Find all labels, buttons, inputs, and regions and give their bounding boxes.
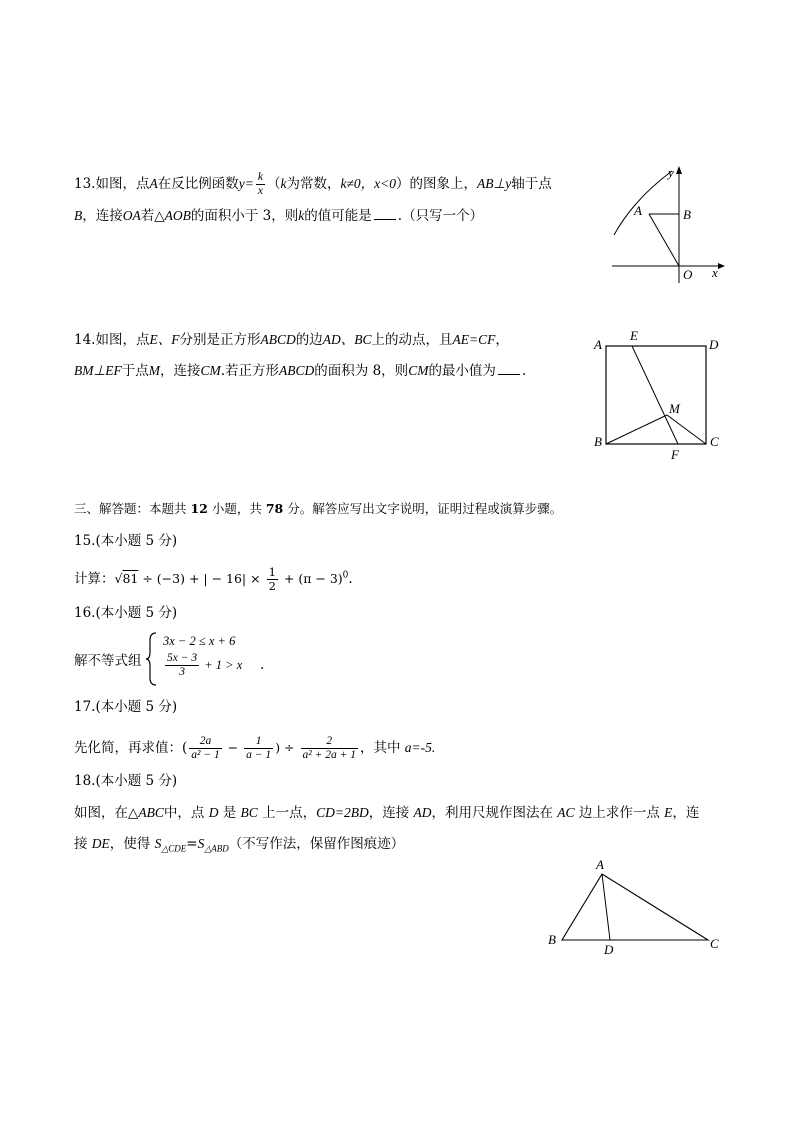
text: 13.如图，点 [74, 176, 150, 192]
text: 分。解答应写出文字说明，证明过程或演算步骤。 [283, 501, 563, 516]
var: S [154, 836, 162, 851]
text: 分别是正方形 [179, 332, 261, 348]
q13-line1 [74, 171, 552, 198]
q16-end: . [260, 657, 265, 673]
text: . [348, 571, 353, 587]
var: CM [408, 363, 429, 378]
text: .（只写一个） [397, 208, 484, 224]
label-M: M [669, 401, 680, 416]
subscript: △CDE [161, 843, 187, 854]
numerator: k [257, 171, 263, 183]
label-B: B [548, 932, 556, 947]
text: 上的动点，且 [371, 332, 453, 348]
var: AC [557, 805, 575, 820]
var: ABC [138, 805, 164, 820]
q18-line2 [74, 835, 404, 858]
radicand: 81 [122, 571, 139, 586]
denominator: a² + 2a + 1 [302, 749, 356, 761]
text: 若△ [140, 208, 165, 224]
segment-AD [602, 874, 610, 940]
label-A: A [596, 857, 604, 872]
text: ，连 [672, 805, 700, 821]
text: ，使得 [109, 836, 155, 852]
text: 的最小值为 [428, 363, 496, 379]
text: ，连接 [82, 208, 123, 224]
fraction [165, 652, 199, 679]
inequality-1: 3x − 2 ≤ x + 6 [163, 634, 236, 648]
text: 接 [74, 836, 92, 852]
text: 边上求作一点 [574, 805, 665, 821]
label-O: O [683, 267, 693, 282]
numerator: 5x − 3 [167, 652, 198, 664]
denominator: 3 [179, 666, 185, 678]
text: 轴于点 [511, 176, 552, 192]
var: k [298, 208, 305, 223]
text: 中，点 [163, 805, 209, 821]
text: 三、解答题：本题共 [74, 501, 191, 516]
var: B [74, 208, 83, 223]
label-D: D [604, 942, 614, 956]
numerator: 1 [244, 735, 273, 749]
y-arrow-icon [676, 166, 682, 174]
denominator: a² − 1 [191, 749, 220, 761]
text: = [186, 836, 198, 852]
text: ）的图象上， [395, 176, 477, 192]
q14-line2 [74, 362, 526, 380]
left-brace-icon [145, 632, 159, 686]
denominator: 2 [268, 579, 276, 593]
x-arrow-icon [718, 263, 725, 269]
triangle-ABC [562, 874, 708, 940]
var: S [197, 836, 205, 851]
text: （ [266, 176, 281, 192]
text: ， [495, 332, 509, 348]
var: OA [122, 208, 141, 223]
fraction-2 [244, 735, 273, 762]
hyperbola-curve [614, 171, 672, 235]
q15-head: 15.(本小题 5 分) [74, 533, 178, 549]
text: 先化简，再求值：( [74, 740, 188, 756]
text: 14.如图，点 [74, 332, 150, 348]
text: .若正方形 [220, 363, 280, 379]
var: AB⊥y [476, 176, 512, 191]
text: 的边 [295, 332, 323, 348]
segment-BM [606, 415, 667, 444]
text: ÷ (−3) + | − 16| × [138, 571, 265, 586]
label-y: y [668, 165, 674, 180]
var: AOB [164, 208, 191, 223]
text: . [521, 363, 527, 379]
label-D: D [709, 337, 719, 352]
q13-line2 [74, 207, 483, 225]
var: D [208, 805, 219, 820]
var: E、F [149, 332, 180, 347]
numerator: 2a [189, 735, 221, 749]
label-B: B [594, 434, 602, 449]
text: ) ÷ [275, 740, 299, 755]
var: M [148, 363, 160, 378]
square-ABCD [606, 346, 706, 444]
var: AE=CF [452, 332, 496, 347]
text: 为常数， [286, 176, 341, 192]
var: AD、BC [322, 332, 372, 347]
text: 的面积小于 3，则 [190, 208, 299, 224]
label-A: A [594, 337, 602, 352]
text: 12 [190, 501, 208, 516]
section3-heading [74, 500, 562, 518]
text: ，连接 [160, 363, 201, 379]
label-C: C [710, 936, 719, 951]
var: x<0 [374, 176, 396, 191]
var: CD=2BD [316, 805, 369, 820]
answer-blank [374, 207, 396, 220]
exponent: 0 [342, 570, 349, 581]
segment-OA [649, 214, 679, 266]
q18-line1 [74, 804, 699, 822]
numerator: 1 [268, 565, 276, 579]
q17-head: 17.(本小题 5 分) [74, 699, 178, 715]
text: + 1 > x [201, 658, 243, 672]
text: 于点 [121, 363, 149, 379]
q18-figure [544, 856, 724, 956]
fraction-1 [189, 735, 221, 762]
numerator: 2 [301, 735, 358, 749]
fraction-k-over-x [256, 171, 265, 198]
text: 的面积为 8，则 [314, 363, 409, 379]
var: AD [413, 805, 432, 820]
q18-head: 18.(本小题 5 分) [74, 773, 178, 789]
segment-EF [632, 346, 678, 444]
q14-figure [590, 326, 726, 464]
answer-blank [498, 362, 520, 375]
fraction-3 [301, 735, 358, 762]
text: 上一点， [257, 805, 317, 821]
q15-expression [74, 566, 353, 593]
label-B: B [683, 207, 691, 222]
denominator: x [257, 185, 263, 197]
var: CM [200, 363, 221, 378]
text: 是 [218, 805, 241, 821]
var: k≠0， [340, 176, 375, 191]
var: a=-5. [404, 740, 436, 755]
inequality-2 [163, 652, 242, 679]
q16-label: 解不等式组 [74, 653, 142, 669]
fraction-half [267, 566, 278, 593]
text: ，连接 [368, 805, 414, 821]
var: DE [91, 836, 110, 851]
text: （不写作法，保留作图痕迹） [228, 836, 405, 852]
var: BC [240, 805, 258, 820]
label-A: A [634, 203, 642, 218]
label-E: E [630, 328, 638, 343]
q14-line1 [74, 331, 509, 349]
subscript: △ABD [204, 843, 229, 854]
text: 的值可能是 [304, 208, 372, 224]
text: 计算： [74, 571, 115, 587]
text: 如图，在△ [74, 805, 139, 821]
text: + (π − 3) [279, 571, 343, 586]
var: y= [238, 176, 254, 191]
text: 78 [265, 501, 284, 516]
label-F: F [671, 447, 679, 462]
text: ，利用尺规作图法在 [431, 805, 558, 821]
var: k [280, 176, 287, 191]
segment-CM [667, 415, 706, 444]
sqrt-expression: √81 [114, 571, 139, 586]
var: ABCD [279, 363, 315, 378]
text: − [223, 740, 243, 755]
q16-head: 16.(本小题 5 分) [74, 605, 178, 621]
denominator: a − 1 [246, 749, 272, 761]
label-C: C [710, 434, 719, 449]
var: ABCD [260, 332, 296, 347]
var: E [664, 805, 673, 820]
text: ，其中 [359, 740, 405, 756]
q13-figure [606, 163, 726, 285]
text: 在反比例函数 [157, 176, 239, 192]
text: 小题，共 [207, 501, 266, 516]
q17-expression [74, 735, 435, 762]
label-x: x [712, 265, 718, 280]
var: BM⊥EF [74, 363, 122, 378]
var: A [149, 176, 158, 191]
